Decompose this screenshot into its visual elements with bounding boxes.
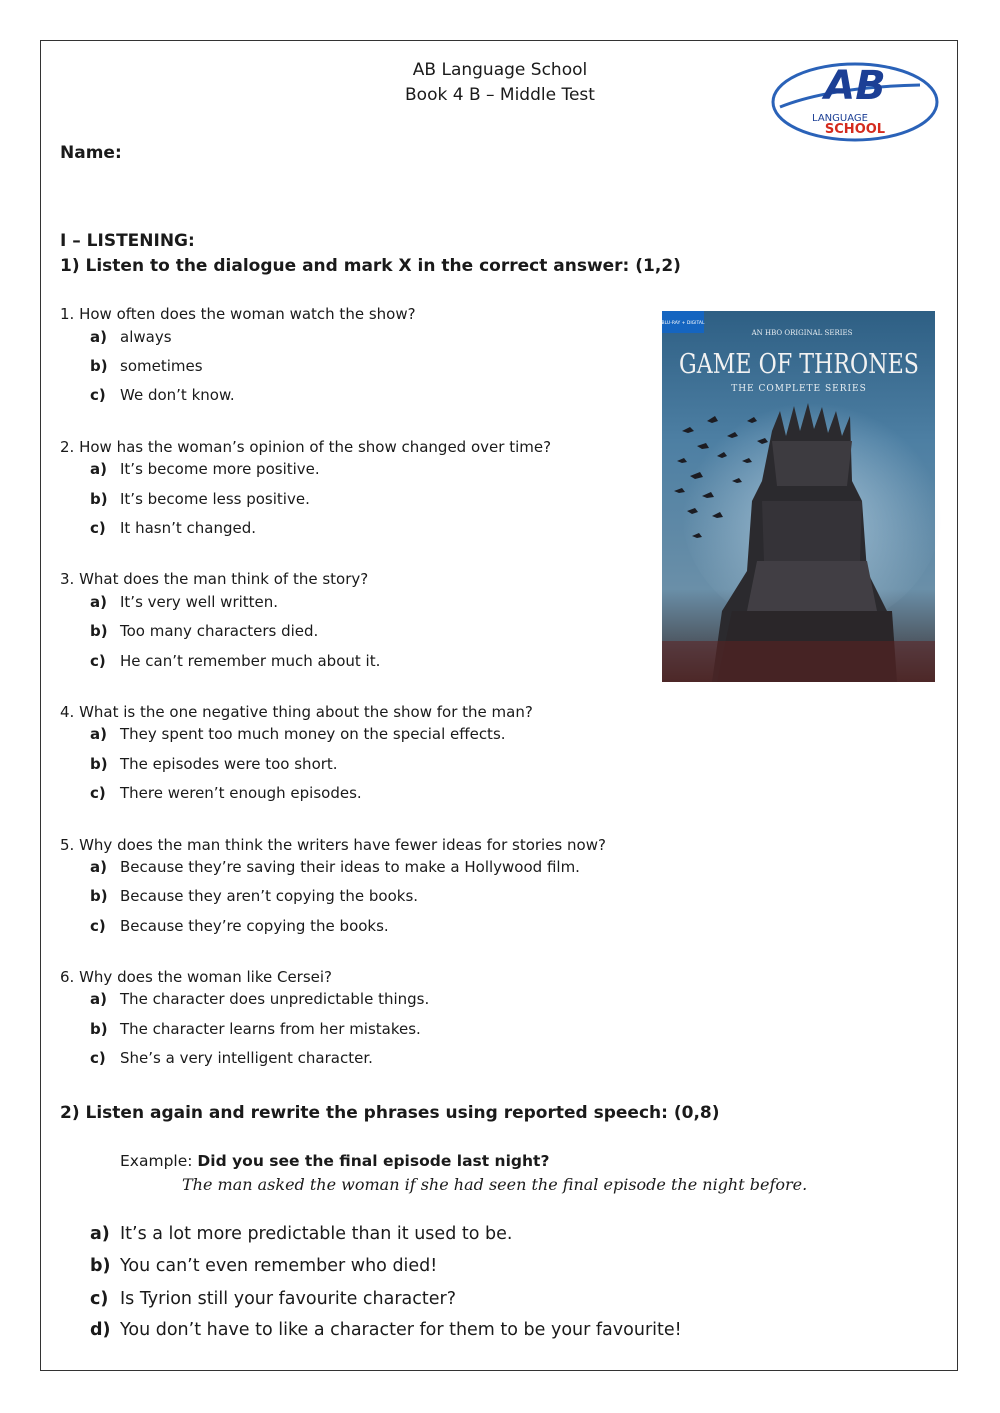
section1-title: I – LISTENING: [60, 231, 195, 251]
logo-letters: AB [824, 63, 886, 109]
option[interactable]: a) Because they’re saving their ideas to make a Hollywood film. [90, 858, 580, 876]
option[interactable]: b) The character learns from her mistakes. [90, 1020, 421, 1038]
reported-item: d) You don’t have to like a character for them to be your favourite! [90, 1320, 682, 1340]
logo-line1: LANGUAGE [812, 113, 868, 124]
option[interactable]: c) He can’t remember much about it. [90, 652, 381, 670]
option[interactable]: a) The character does unpredictable things. [90, 990, 430, 1008]
option[interactable]: b) sometimes [90, 357, 203, 375]
name-label: Name: [60, 143, 122, 163]
network-text: AN HBO ORIGINAL SERIES [751, 329, 853, 337]
test-title: Book 4 B – Middle Test [405, 85, 595, 105]
option[interactable]: c) It hasn’t changed. [90, 519, 257, 537]
option[interactable]: b) Too many characters died. [90, 622, 319, 640]
question-6: 6. Why does the woman like Cersei? [60, 968, 333, 986]
school-title: AB Language School [412, 60, 588, 80]
option[interactable]: a) They spent too much money on the special effects. [90, 725, 506, 743]
section1-instruction: 1) Listen to the dialogue and mark X in the correct answer: (1,2) [60, 256, 681, 276]
example-line: Example: Did you see the final episode last night? [120, 1152, 550, 1170]
reported-item: a) It’s a lot more predictable than it used to be. [90, 1224, 513, 1244]
option[interactable]: a) always [90, 328, 172, 346]
question-1: 1. How often does the woman watch the show? [60, 305, 416, 323]
school-logo [770, 57, 940, 147]
question-5: 5. Why does the man think the writers have fewer ideas for stories now? [60, 836, 606, 854]
option[interactable]: b) It’s become less positive. [90, 490, 310, 508]
option[interactable]: b) The episodes were too short. [90, 755, 338, 773]
section2-instruction: 2) Listen again and rewrite the phrases using reported speech: (0,8) [60, 1103, 720, 1123]
option[interactable]: c) She’s a very intelligent character. [90, 1049, 373, 1067]
poster-title: GAME OF THRONES [679, 349, 919, 380]
option[interactable]: a) It’s very well written. [90, 593, 279, 611]
poster-subtitle: THE COMPLETE SERIES [731, 384, 867, 394]
reported-item: c) Is Tyrion still your favourite character? [90, 1289, 456, 1309]
option[interactable]: c) There weren’t enough episodes. [90, 784, 362, 802]
option[interactable]: c) Because they’re copying the books. [90, 917, 389, 935]
badge-text: BLU-RAY + DIGITAL [661, 321, 705, 326]
example-answer: The man asked the woman if she had seen the final episode the night before. [182, 1175, 808, 1194]
question-2: 2. How has the woman’s opinion of the show changed over time? [60, 438, 552, 456]
logo-line2: SCHOOL [824, 122, 886, 137]
game-of-thrones-poster [662, 311, 935, 682]
reported-item: b) You can’t even remember who died! [90, 1256, 438, 1276]
option[interactable]: b) Because they aren’t copying the books. [90, 887, 419, 905]
ember-glow [662, 641, 935, 682]
option[interactable]: c) We don’t know. [90, 386, 235, 404]
option[interactable]: a) It’s become more positive. [90, 460, 320, 478]
question-3: 3. What does the man think of the story? [60, 570, 369, 588]
question-4: 4. What is the one negative thing about the show for the man? [60, 703, 533, 721]
